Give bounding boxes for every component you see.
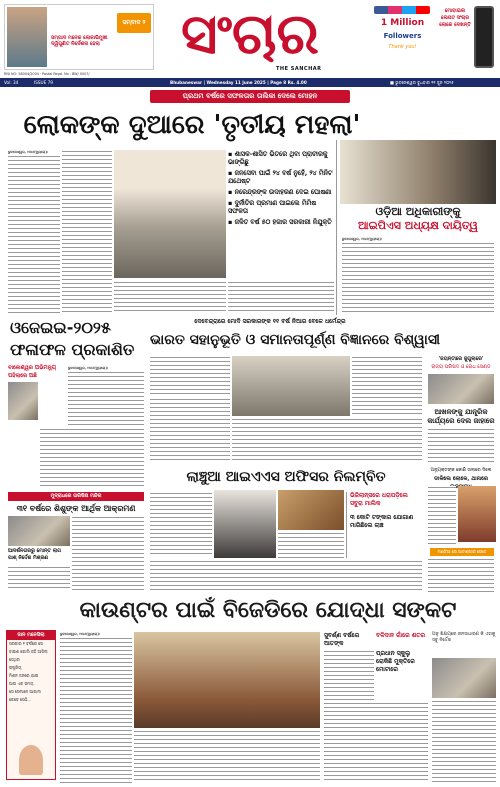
mobile-ad[interactable] <box>438 4 496 70</box>
cartoon-line-1: ସରକାର ୧ ବର୍ଷରେ ସେ <box>9 641 43 646</box>
cartoon-box <box>6 630 56 780</box>
right-col-quote-2: ରାଜ୍ୟ ପରିଷଦ ଓ ରୋଧ ସେଣ୍ଡ <box>431 364 491 370</box>
lead-bullets <box>228 150 334 226</box>
lead-bullet-4: ▪ ଦୁର୍ନୀତିର ପ୍ରମାଣ ପାଇଲେ ମିମିଷ ସଫଳତା <box>228 199 317 215</box>
edition-badge: ସମ୍ବାଦ ୨ <box>117 13 151 33</box>
cartoon-line-3: ସେଥିର <box>9 657 20 662</box>
ojee-body-2 <box>40 428 144 488</box>
ojee-sub-2: ପହିଲାରେ ଅଛି <box>8 373 37 379</box>
bottom-right-text: ଅନୁ ଶିକ୍ଷୟରେ ଜନସାଧାରଣ କି ଏହାକୁ ସବୁ ନିର୍ଦ୍ଦେଶ <box>432 632 496 643</box>
right-col-quote-1: 'ଜୟନ୍ତୀରେ ଜୁଗୁଲାରେ' <box>438 356 484 362</box>
lead-bullet-2: ▪ ଜନସେବା ପାଇଁ ୨୪ ବର୍ଷ ନୁହେଁ, ୨୪ ମିନିଟ ଯଥେଷ୍ଟ <box>228 169 333 185</box>
masthead-subtitle: THE SANCHAR <box>276 66 322 72</box>
cartoon-title: ଜାନ ମନେସିଲା <box>7 631 55 640</box>
bottom-mid-body-1 <box>324 650 374 700</box>
bottom-mid-2: ବଳିଦାନ ଗାଁରେ ଶତର <box>376 632 426 639</box>
issue-label: ISSUE 79 <box>34 80 53 85</box>
reg-line: RNI NO: 58004/2004 · Postal Regd. No : BW/ 0007/ <box>4 72 90 76</box>
promo-photo <box>7 7 47 67</box>
lead-photo <box>114 150 226 278</box>
women-headline: ଡାକିଲେ ଲୋକେ, ଥାନାରେ <box>433 476 489 482</box>
crime-photo <box>8 516 70 546</box>
ojee-photo <box>8 382 38 420</box>
right-story-dateline: ଭୁବନେଶ୍ୱର, ୧୦ା୬(ବ୍ୟୁରୋ): <box>342 237 383 241</box>
bottom-mid-1: ସୁବର୍ଣ୍ଣ ବର୍ଷରେ ଆତଙ୍କ <box>324 632 360 647</box>
crime-body <box>72 516 144 590</box>
odia-date: ■ ଭୁବନେଶ୍ୱର ବୁଧବାର ୧୧ ଜୁନ ୨୦୨୫ <box>390 80 454 85</box>
ias-body-col-3 <box>150 560 422 592</box>
ojee-dateline: ଭୁବନେଶ୍ୱର, ୧୦ା୬(ବ୍ୟୁରୋ): <box>68 366 109 370</box>
million-count: 1 Million <box>380 18 425 28</box>
women-body-2 <box>428 558 494 592</box>
location-date: Bhubaneswar | Wednesday 11 June 2025 | Page 8 Rs. 4.00 <box>170 80 307 85</box>
cartoon-line-5: ମିଶନ ଜନରେ ଯାଇ <box>9 673 39 678</box>
cartoon-figure <box>19 745 43 775</box>
ojee-headline-1: ଓଜେଇଇ-୨୦୨୫ <box>10 318 111 337</box>
right-col-headline-2: କାର୍ଯ୍ୟରେ ଦେଲ ଜାହାରେ <box>427 417 495 425</box>
women-kicker: ଅନ୍ୟୁକ୍ତଙ୍କ କୋଣି ତାଲାରେ ଦିଲେ <box>430 468 492 473</box>
lead-body-col-2 <box>62 150 112 313</box>
ias-cash-photo <box>278 490 344 530</box>
ojee-headline-2: ଫଳାଫଳ ପ୍ରକାଶିତ <box>10 340 135 359</box>
right-story-headline-2: ଆଇପିଏସ ଅଧ୍ୟକ୍ଷ ଦାୟିତ୍ୱ <box>358 219 478 232</box>
band-photo <box>232 356 350 416</box>
cartoon-line-2: ବାଇଶ ଗୋଲି କହି ଆସିଲା <box>9 649 48 654</box>
cartoon-line-6: ଆଉ ଏକ ସମୟ <box>9 681 34 686</box>
band-kicker: ଦେବେନ୍ଦ୍ରାରେ ମୋଦି ସରକାରଙ୍କ ୧୧ ବର୍ଷ ନିଆର ବେଳେ ଧର୍ମେନ୍ଦ୍ର <box>194 318 346 325</box>
lead-bullet-5: ▪ ଜଳିତ ବର୍ଷ ୫୦ ହଜାର ସରକାରୀ ନିଯୁକ୍ତି <box>228 218 332 226</box>
cartoon-line-8: କେବେ ସେଠି... <box>9 697 32 702</box>
mobile-ad-text: ମୋବାଇଲ ଲେପଟ ସଂଚାର ଲୋକେ ଦେଖନ୍ତି <box>439 8 471 28</box>
right-story-body <box>342 242 494 314</box>
crime-headline: ୩୧ ବର୍ଷରେ ଶିଶୁଙ୍କ ଆର୍ଥିକ ଆକ୍ରମଣ <box>16 504 136 513</box>
lead-dateline: ଭୁବନେଶ୍ୱର, ୧୦ା୬(ବ୍ୟୁରୋ): <box>8 150 49 154</box>
lead-bullet-1: ▪ ଶାସକ-ଶାସିତ ଭିତରେ ଥିବା ପ୍ରାଚୀରକୁ ଭାଙ୍ଗିଛୁ <box>228 150 328 166</box>
women-photo <box>458 486 496 542</box>
bottom-body-col-1 <box>60 637 132 783</box>
ojee-body <box>68 371 144 427</box>
ias-body-col-2 <box>278 532 344 558</box>
lead-photo-caption <box>114 281 226 313</box>
top-left-promo[interactable] <box>4 4 154 70</box>
bottom-headline: କାଉଣ୍ଟର ପାଇଁ ବିଜେଡିରେ ଯୋଦ୍ଧା ସଙ୍କଟ <box>79 598 457 623</box>
thank-you-label: Thank you! <box>388 44 417 50</box>
crime-side: ଆଦର୍ଶନଗରରୁ ମୋନ୍ତ ଲାଗ ପାଶ୍ ନିର୍ଦ୍ଦେଶ ମିଶ୍ରଣ <box>8 548 62 561</box>
social-promo[interactable] <box>370 4 435 70</box>
ias-box-1: ଭିଜିଲାନ୍ସରେ ଧରାପଡ଼ିଲେ ସବୁରା ମାଲିକ <box>350 492 408 507</box>
lead-kicker: ପ୍ରଥମ ବର୍ଷରେ ସଫଳତାର ତାଲିକା ଦେଲେ ମୋହନ <box>150 90 350 103</box>
bottom-right-photo <box>432 658 496 698</box>
ias-photo <box>214 490 276 558</box>
cartoon-line-7: ସେ ସେମାନେ ଆଗାମୀ <box>9 689 42 694</box>
bottom-mid-3: ପ୍ରଧାନ ସ୍କୁଲୁ ରୋକିଛି ମୁକ୍ତିରେ ମୋଟାରେ <box>376 650 415 673</box>
band-headline: ଭାରତ ସହାନୁଭୂତି ଓ ସମାନତାପୂର୍ଣ୍ଣ ବିଜ୍ଞାନରେ ବିଶ୍ୱାସୀ <box>150 332 441 348</box>
right-story-photo <box>340 140 496 204</box>
right-col-headline-1: ଆଖଳଙ୍କୁ ଯାନ୍ତ୍ରିକ <box>434 408 488 416</box>
lead-bullet-3: ▪ ନରେନ୍ଦ୍ରଙ୍କ ଉଦାହରଣ ଦେଇ ଘୋଷଣା <box>228 188 332 196</box>
right-col-photo <box>428 374 494 404</box>
bottom-photo <box>134 632 320 728</box>
ias-body-col-1 <box>150 492 212 556</box>
bottom-dateline: ଭୁବନେଶ୍ୱର, ୧୦ା୬(ବ୍ୟୁରୋ): <box>60 632 101 636</box>
dateline-bar <box>0 78 500 87</box>
promo-text: ସମ୍ପାଦ ମନେକ ଲୋକାଭିମୁଖୀ ଦ୍ୱିଗୁଣିତ ନିର୍ଦେଶନା ହେଲା <box>51 35 108 47</box>
ias-box <box>346 492 422 558</box>
band-body-col-1 <box>150 356 230 396</box>
band-body-col-4 <box>232 418 422 462</box>
phone-icon <box>474 6 494 68</box>
vol-label: Vol: 34 <box>4 80 19 85</box>
right-col-body <box>428 428 494 464</box>
bottom-body-col-2 <box>134 730 320 783</box>
band-body-col-2 <box>352 356 422 416</box>
women-body <box>428 486 456 546</box>
bottom-right-body <box>432 700 496 783</box>
lead-divider <box>336 140 337 315</box>
followers-label: Followers <box>383 32 422 40</box>
right-story-headline-1: ଓଡ଼ିଆ ଅଧିକାରୀଙ୍କୁ <box>375 205 461 218</box>
ojee-sub-1: ବାଲେଶ୍ୱର ଅଭିମନ୍ୟୁ <box>8 365 56 371</box>
lead-body-col-1 <box>8 155 60 313</box>
social-icons <box>374 6 430 14</box>
cartoon-line-4: ରାଷ୍ଟ୍ରିୟ <box>9 665 22 670</box>
bottom-mid-body-2 <box>324 702 428 783</box>
ias-box-2: ୩ କୋଟି ଟଙ୍କାର ଯୋଗାଣ ମାରିଛିଲେ ଲାଞ୍ଚ <box>350 514 414 529</box>
lead-body-col-3 <box>228 281 334 313</box>
crime-body-2 <box>8 566 70 590</box>
band-body-col-3 <box>150 398 230 462</box>
masthead-title: ସଂଚାର <box>181 2 319 67</box>
crime-kicker: ମୁଦ୍ରାଧରେ ତାରିଷିଷ ମନ୍ଦିର <box>8 492 144 501</box>
ias-headline: ଲାଞ୍ଚୁଆ ଆଇଏଏସ ଅଫିସର ନିଲମ୍ବିତ <box>186 469 386 485</box>
lead-headline: ଲୋକଙ୍କ ଦୁଆରେ 'ତୃତୀୟ ମହଲା' <box>23 110 361 140</box>
women-caption: ମଣ୍ଡିଆ ରେ ଆଟାଣ୍ଡାର ସେତେ <box>430 548 494 556</box>
